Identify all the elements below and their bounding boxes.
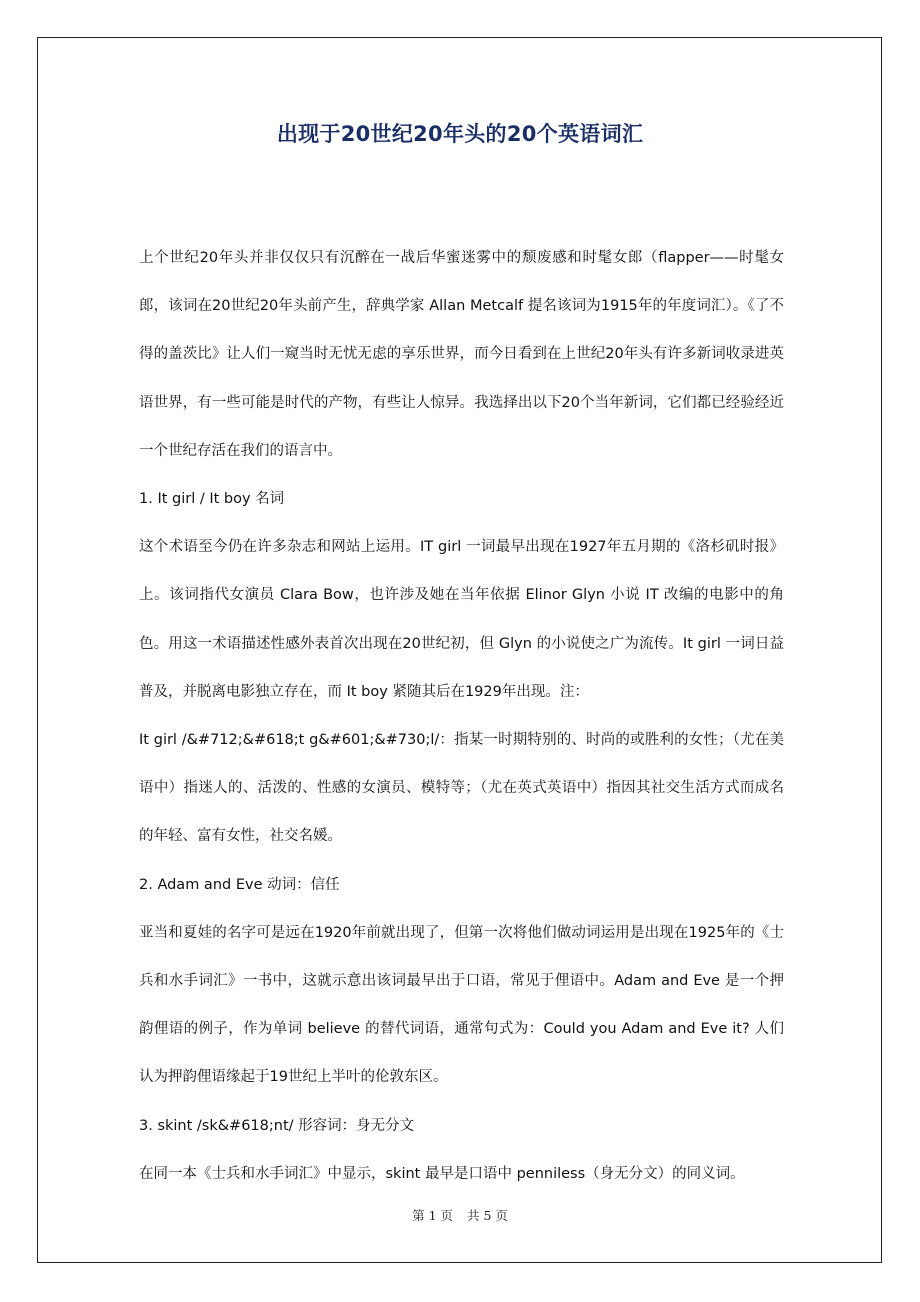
document-title: 出现于20世纪20年头的20个英语词汇 xyxy=(276,122,644,146)
document-body xyxy=(139,234,784,1198)
entry-paragraph: 在同一本《士兵和水手词汇》中显示，skint 最早是口语中 penniless（身无分文）的同义词。 xyxy=(139,1165,745,1182)
entry-heading: 2. Adam and Eve 动词：信任 xyxy=(139,876,340,893)
intro-paragraph: 上个世纪20年头并非仅仅只有沉醉在一战后华蜜迷雾中的颓废感和时髦女郎（flapper——时髦女郎，该词在20世纪20年头前产生，辞典学家 Allan Metcalf 提名该词为1915年的年度词汇）。《了不得的盖茨比》让人们一窥当时无忧无虑的享乐世界，而今日看到在上世纪20年头有许多新词收录进英语世界，有一些可能是时代的产物，有些让人惊异。我选择出以下20个当年新词，它们都已经验经近一个世纪存活在我们的语言中。 xyxy=(139,250,784,459)
entry-heading: 3. skint /sk&#618;nt/ 形容词：身无分文 xyxy=(139,1117,415,1134)
entry-paragraph: It girl /&#712;&#618;t g&#601;&#730;l/：指某一时期特别的、时尚的或胜利的女性；（尤在美语中）指迷人的、活泼的、性感的女演员、模特等；（尤在英式英语中）指因其社交生活方式而成名的年轻、富有女性，社交名媛。 xyxy=(139,732,784,845)
page-footer xyxy=(0,1206,920,1224)
page-number: 第 1 页 xyxy=(412,1208,453,1223)
entry-paragraph: 亚当和夏娃的名字可是远在1920年前就出现了，但第一次将他们做动词运用是出现在1925年的《士兵和水手词汇》一书中，这就示意出该词最早出于口语，常见于俚语中。Adam and Eve 是一个押韵俚语的例子，作为单词 believe 的替代词语，通常句式为：Could you Adam and Eve it? 人们认为押韵俚语缘起于19世纪上半叶的伦敦东区。 xyxy=(139,924,784,1086)
entry-heading: 1. It girl / It boy 名词 xyxy=(139,491,285,508)
page-total: 共 5 页 xyxy=(467,1208,508,1223)
entry-paragraph: 这个术语至今仍在许多杂志和网站上运用。IT girl 一词最早出现在1927年五月期的《洛杉矶时报》上。该词指代女演员 Clara Bow，也许涉及她在当年依据 Elinor Glyn 小说 IT 改编的电影中的角色。用这一术语描述性感外表首次出现在20世纪初，但 Glyn 的小说使之广为流传。It girl 一词日益普及，并脱离电影独立存在，而 It boy 紧随其后在1929年出现。注： xyxy=(139,539,784,700)
